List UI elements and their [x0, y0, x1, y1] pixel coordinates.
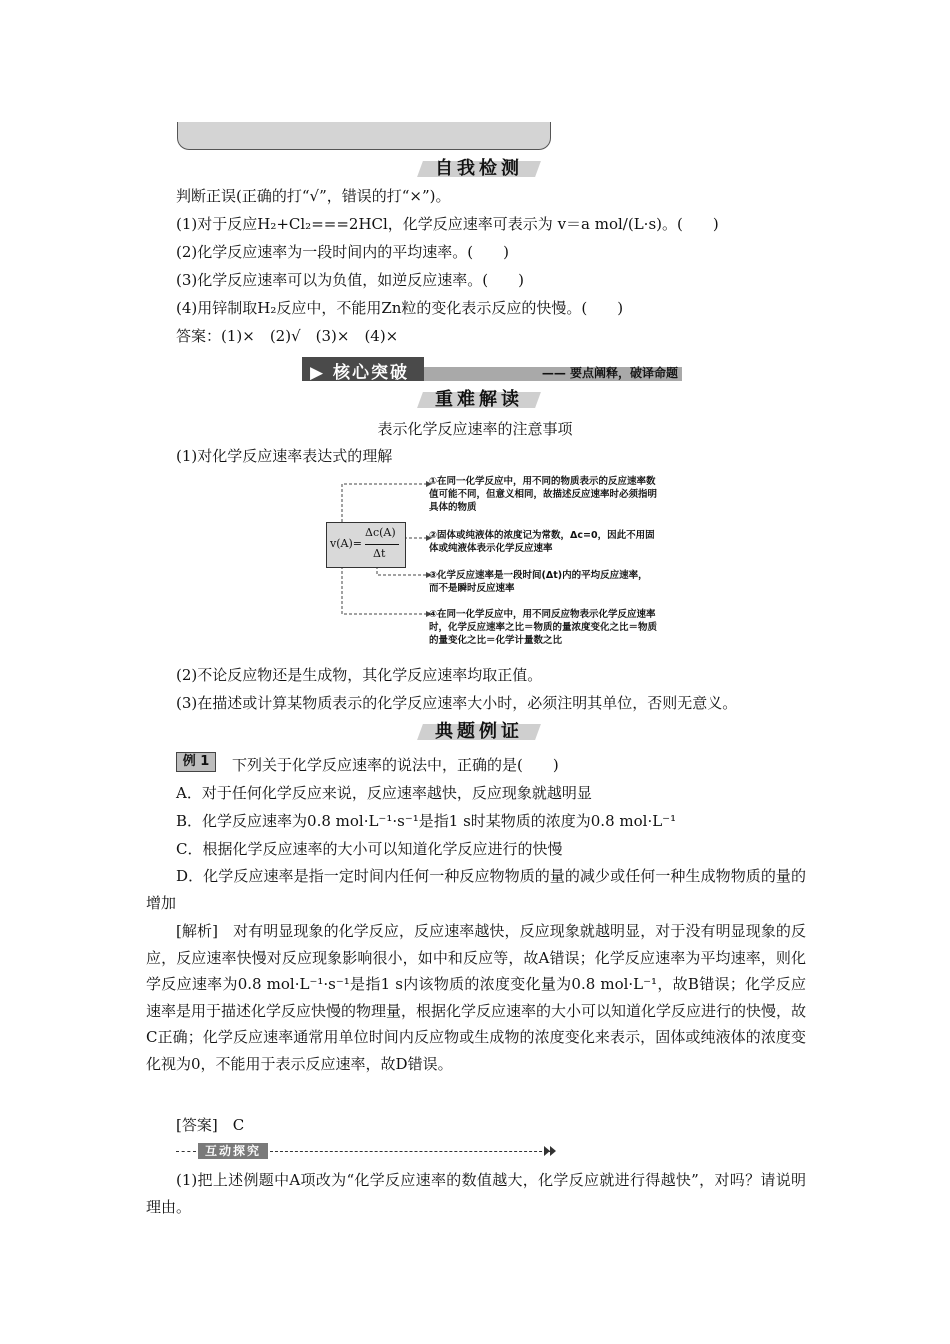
option-b: B．化学反应速率为0.8 mol·L⁻¹·s⁻¹是指1 s时某物质的浓度为0.8 mol·L⁻¹	[176, 812, 677, 830]
analysis: [解析] 对有明显现象的化学反应，反应速率越快，反应现象就越明显，对于没有明显现象的反应，反应速率快慢对反应现象影响很小，如中和反应等，故A错误；化学反应速率为平均速率，则化学反应速率为0.8 mol·L⁻¹·s⁻¹是指1 s内该物质的浓度变化量为0.8 mol·L⁻¹，故B错误；化学反应速率是用于描述化学反应快慢的物理量，根据化学反应速率的大小可以知道化学反应进行的快慢，故C正确；化学反应速率通常用单位时间内反应物或生成物的浓度变化来表示，固体或纯液体的浓度变化视为0，不能用于表示反应速率，故D错误。	[146, 922, 807, 1073]
self-check-item-1: (1)对于反应H₂+Cl₂===2HCl，化学反应速率可表示为 v＝a mol/(L·s)。( )	[176, 215, 719, 233]
core-title: ▶ 核心突破	[310, 363, 409, 383]
self-check-answer: 答案：(1)× (2)√ (3)× (4)×	[176, 327, 399, 345]
option-d: D．化学反应速率是指一定时间内任何一种反应物物质的量的减少或任何一种生成物物质的量的增加	[146, 867, 806, 912]
diagram-note-4: ④在同一化学反应中，用不同反应物表示化学反应速率时，化学反应速率之比＝物质的量浓度变化之比＝物质的量变化之比＝化学计量数之比	[429, 609, 658, 646]
key-points-p1: (1)对化学反应速率表达式的理解	[176, 447, 393, 465]
self-check-item-3: (3)化学反应速率可以为负值，如逆反应速率。( )	[176, 271, 524, 289]
top-box-bottom	[177, 122, 551, 150]
self-check-item-2: (2)化学反应速率为一段时间内的平均速率。( )	[176, 243, 509, 261]
core-subtitle: —— 要点阐释，破译命题	[541, 366, 678, 380]
key-points-banner: 重难解读	[420, 389, 538, 411]
explore-q1: (1)把上述例题中A项改为“化学反应速率的数值越大，化学反应就进行得越快”，对吗？请说明理由。	[146, 1171, 806, 1216]
explore-label: 互动探究	[198, 1143, 268, 1159]
diagram-note-3: ③化学反应速率是一段时间(Δt)内的平均反应速率，而不是瞬时反应速率	[429, 570, 648, 594]
option-a: A．对于任何化学反应来说，反应速率越快，反应现象就越明显	[176, 784, 592, 802]
diagram-note-1: ①在同一化学反应中，用不同的物质表示的反应速率数值可能不同，但意义相同，故描述反应速率时必须指明具体的物质	[429, 476, 658, 513]
example-question: 下列关于化学反应速率的说法中，正确的是( )	[232, 756, 559, 774]
example-banner: 典题例证	[420, 721, 538, 743]
explore-header	[176, 1143, 561, 1159]
key-points-p3: (3)在描述或计算某物质表示的化学反应速率大小时，必须注明其单位，否则无意义。	[176, 694, 738, 712]
rate-formula-box	[326, 522, 406, 568]
key-points-heading: 表示化学反应速率的注意事项	[377, 420, 573, 438]
self-check-intro: 判断正误(正确的打“√”，错误的打“×”)。	[176, 187, 451, 205]
formula-denominator: Δt	[373, 547, 386, 560]
formula-numerator: Δc(A)	[365, 526, 396, 539]
core-section-bar	[302, 357, 682, 381]
self-check-item-4: (4)用锌制取H₂反应中，不能用Zn粒的变化表示反应的快慢。( )	[176, 299, 624, 317]
arrow-icon	[544, 1146, 558, 1156]
formula-left: v(A)=	[330, 537, 362, 550]
example-answer: [答案] C	[176, 1116, 245, 1134]
self-check-banner: 自我检测	[420, 158, 538, 180]
example-tag: 例 1	[176, 752, 216, 772]
rate-expression-diagram	[322, 472, 662, 664]
diagram-note-2: ②固体或纯液体的浓度记为常数，Δc=0，因此不用固体或纯液体表示化学反应速率	[429, 530, 655, 554]
key-points-p2: (2)不论反应物还是生成物，其化学反应速率均取正值。	[176, 666, 543, 684]
option-c: C．根据化学反应速率的大小可以知道化学反应进行的快慢	[176, 840, 563, 858]
